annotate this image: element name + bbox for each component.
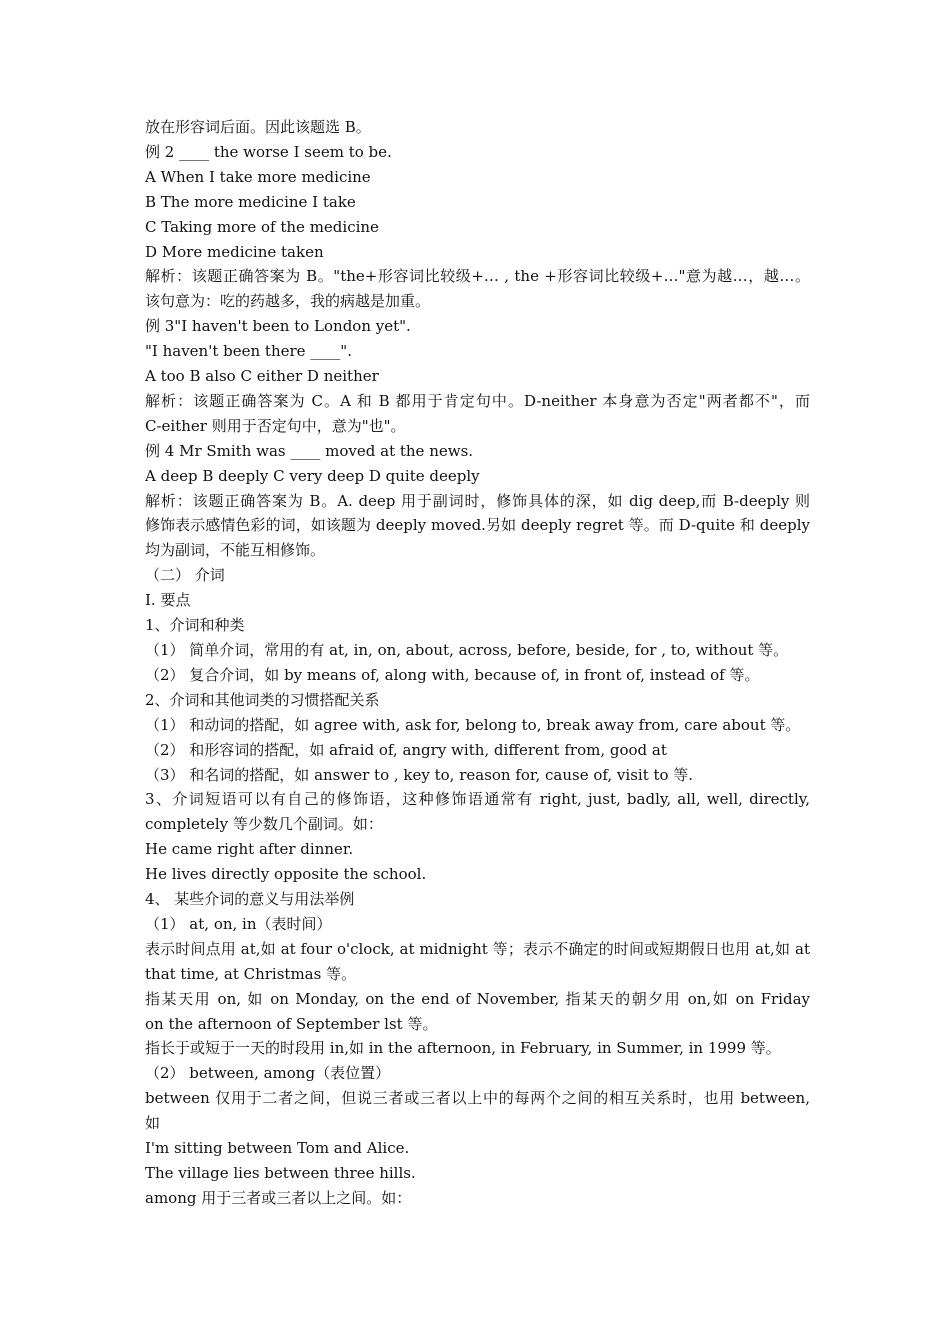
example-sentence: The village lies between three hills. xyxy=(145,1163,416,1182)
text-line: that time, at Christmas 等。 xyxy=(145,964,357,983)
analysis-line: 解析：该题正确答案为 C。A 和 B 都用于肯定句中。D-neither 本身意为否定"两者都不"，而 xyxy=(145,391,810,410)
section-heading: I. 要点 xyxy=(145,591,191,610)
text-line: "I haven't been there ____". xyxy=(145,342,352,361)
example-sentence: He came right after dinner. xyxy=(145,840,354,859)
text-line: 放在形容词后面。因此该题选 B。 xyxy=(145,118,371,136)
list-item: （2） 复合介词，如 by means of, along with, because of, in front of, instead of 等。 xyxy=(145,665,760,684)
text-line: between 仅用于二者之间，但说三者或三者以上中的每两个之间的相互关系时，也用 between, xyxy=(145,1089,810,1108)
subsection-heading: 1、介词和种类 xyxy=(145,616,245,635)
text-line: among 用于三者或三者以上之间。如： xyxy=(145,1188,412,1207)
example-sentence: I'm sitting between Tom and Alice. xyxy=(145,1139,410,1158)
option-line: B The more medicine I take xyxy=(145,192,356,211)
text-line: 该句意为：吃的药越多，我的病越是加重。 xyxy=(145,292,431,311)
list-item: （3） 和名词的搭配，如 answer to , key to, reason for, cause of, visit to 等. xyxy=(145,765,694,784)
option-line: A deep B deeply C very deep D quite deeply xyxy=(145,466,480,485)
document-body xyxy=(145,115,810,1211)
subsection-heading: 4、 某些介词的意义与用法举例 xyxy=(145,890,355,909)
section-heading: （二） 介词 xyxy=(145,566,225,585)
option-line: A too B also C either D neither xyxy=(145,367,379,386)
text-line: C-either 则用于否定句中，意为"也"。 xyxy=(145,416,406,435)
subsection-heading: 3、介词短语可以有自己的修饰语，这种修饰语通常有 right, just, badly, all, well, directly, xyxy=(145,790,810,809)
analysis-line: 解析：该题正确答案为 B。"the+形容词比较级+… , the +形容词比较级+…"意为越…，越…。 xyxy=(145,267,810,286)
example-heading: 例 2 ____ the worse I seem to be. xyxy=(145,142,392,161)
text-line: 指长于或短于一天的时段用 in,如 in the afternoon, in February, in Summer, in 1999 等。 xyxy=(145,1039,781,1058)
example-heading: 例 4 Mr Smith was ____ moved at the news. xyxy=(145,441,474,460)
analysis-line: 解析：该题正确答案为 B。A. deep 用于副词时，修饰具体的深，如 dig deep,而 B-deeply 则 xyxy=(145,491,810,510)
text-line: completely 等少数几个副词。如： xyxy=(145,815,383,834)
example-heading: 例 3"I haven't been to London yet". xyxy=(145,317,411,336)
text-line: 表示时间点用 at,如 at four o'clock, at midnight 等；表示不确定的时间或短期假日也用 at,如 at xyxy=(145,939,810,958)
text-line: 指某天用 on, 如 on Monday, on the end of November, 指某天的朝夕用 on,如 on Friday xyxy=(145,989,810,1008)
example-sentence: He lives directly opposite the school. xyxy=(145,865,427,884)
list-item: （2） between, among（表位置） xyxy=(145,1064,391,1083)
list-item: （1） at, on, in（表时间） xyxy=(145,914,332,933)
subsection-heading: 2、介词和其他词类的习惯搭配关系 xyxy=(145,690,380,709)
text-line: 均为副词，不能互相修饰。 xyxy=(145,541,326,560)
list-item: （1） 和动词的搭配，如 agree with, ask for, belong to, break away from, care about 等。 xyxy=(145,715,801,734)
text-line: 修饰表示感情色彩的词，如该题为 deeply moved.另如 deeply regret 等。而 D-quite 和 deeply xyxy=(145,516,810,535)
text-line: on the afternoon of September lst 等。 xyxy=(145,1014,438,1033)
text-line: 如 xyxy=(145,1114,161,1133)
list-item: （1） 简单介词，常用的有 at, in, on, about, across, before, beside, for , to, without 等。 xyxy=(145,640,789,659)
list-item: （2） 和形容词的搭配，如 afraid of, angry with, different from, good at xyxy=(145,740,667,759)
option-line: C Taking more of the medicine xyxy=(145,217,379,236)
option-line: A When I take more medicine xyxy=(145,167,371,186)
option-line: D More medicine taken xyxy=(145,242,324,261)
